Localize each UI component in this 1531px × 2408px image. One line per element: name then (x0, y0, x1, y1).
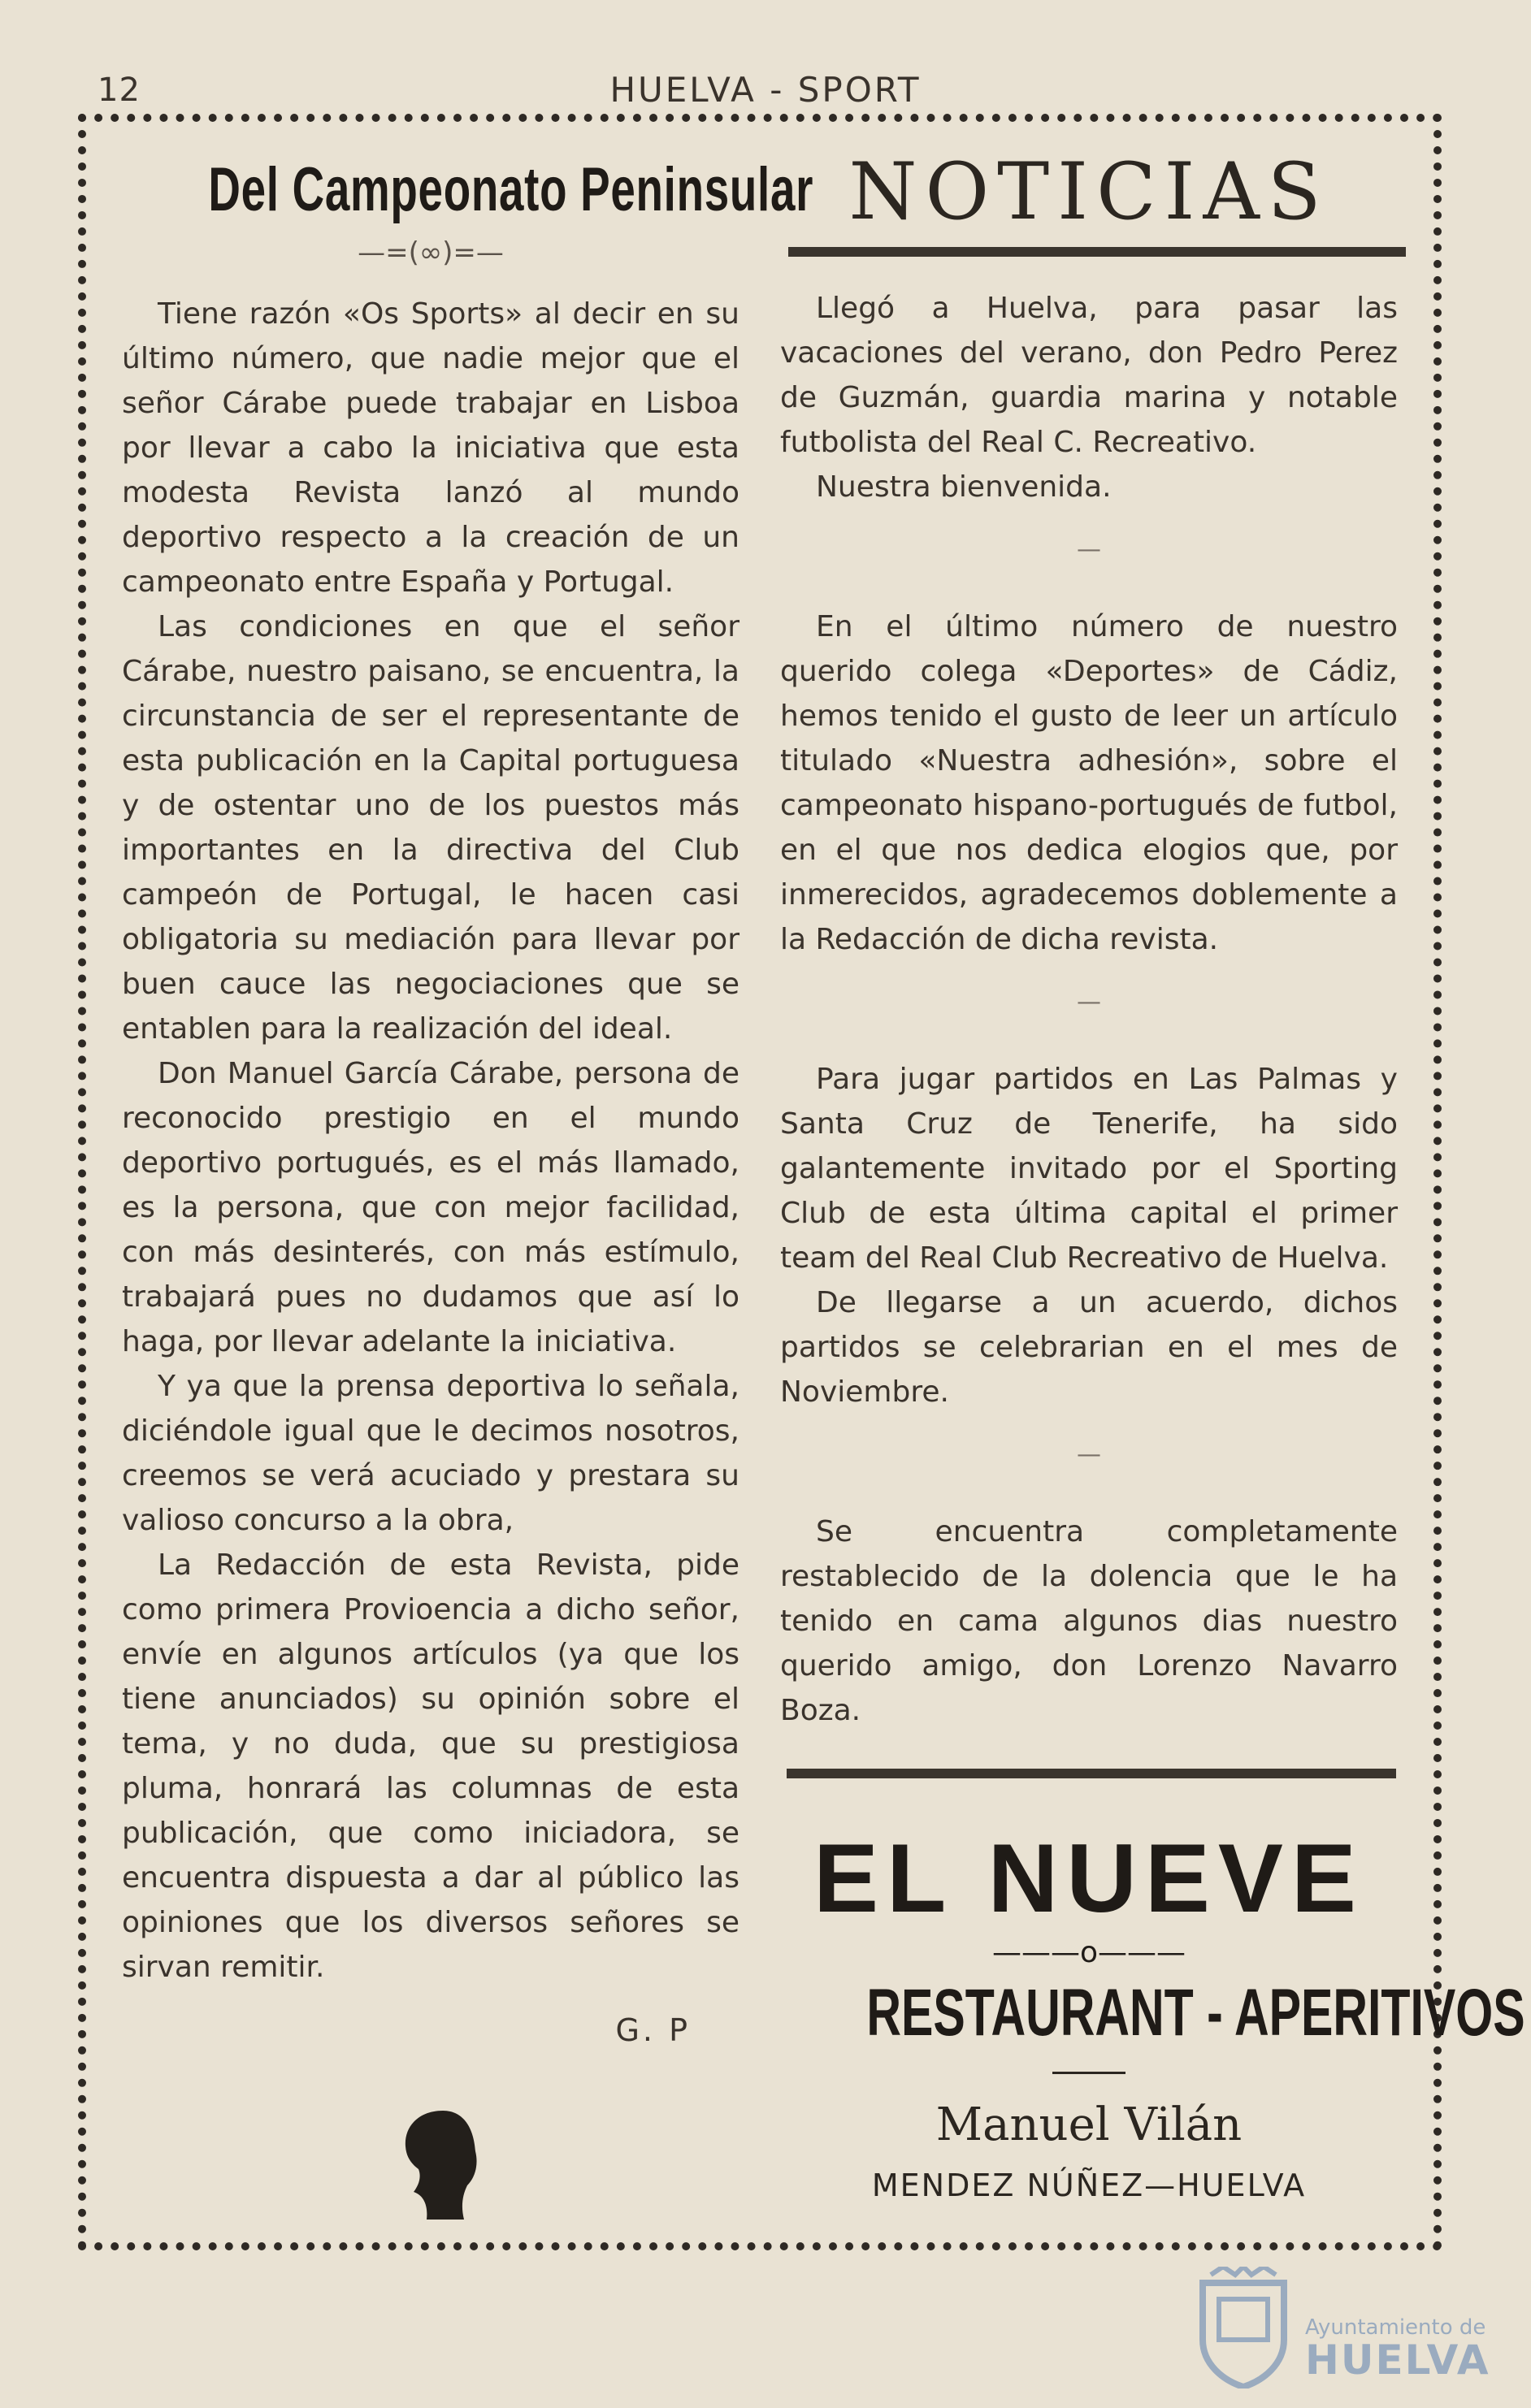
news-item (780, 1057, 1398, 1414)
news-paragraph: En el último número de nuestro querido colega «Deportes» de Cádiz, hemos tenido el gusto de leer un artículo titulado «Nuestra adhesión», sobre el campeonato hispano-portugués de futbol, en el que nos dedica elogios que, por inmerecidos, agradecemos doblemente a la Redacción de dicha revista. (780, 610, 1398, 956)
article-signature: G. P (615, 2012, 691, 2048)
ad-headline: EL NUEVE (813, 1824, 1364, 1933)
article-ornament: —=(∞)=— (358, 236, 504, 269)
ad-ornament: ———o——— (991, 1936, 1186, 1969)
news-paragraph: Llegó a Huelva, para pasar las vacaciones del verano, don Pedro Perez de Guzmán, guardia marina y notable futbolista del Real C. Recreativo. (780, 292, 1398, 459)
city-council-watermark (1195, 2259, 1490, 2397)
article-paragraph: Las condiciones en que el señor Cárabe, nuestro paisano, se encuentra, la circunstancia de ser el representante de esta publicación en la Capital portuguesa y de ostentar uno de los puestos más importantes en la directiva del Club campeón de Portugal, le hacen casi obligatoria su mediación para llevar por buen cauce las negociaciones que se entablen para la realización del ideal. (122, 610, 739, 1046)
news-title-rule (788, 247, 1406, 257)
article-title: Del Campeonato Peninsular (208, 155, 814, 224)
news-separator: — (1077, 1440, 1101, 1469)
ad-subhead: RESTAURANT - APERITIVOS (866, 1976, 1525, 2050)
watermark-label-small: Ayuntamiento de (1305, 2315, 1486, 2340)
article-column (122, 154, 814, 2048)
news-item (780, 604, 1398, 962)
article-paragraph: Don Manuel García Cárabe, persona de reconocido prestigio en el mundo deportivo portugués, es el más llamado, es la persona, que con mejor facilidad, con más desinterés, con más estímulo, trabajará pues no dudamos que así lo haga, por llevar adelante la iniciativa. (122, 1057, 739, 1358)
news-separator: — (1077, 988, 1101, 1016)
page-number: 12 (98, 71, 141, 109)
article-body (122, 292, 739, 1990)
news-column (780, 146, 1525, 2203)
news-paragraph: Se encuentra completamente restablecido de la dolencia que le ha tenido en cama algunos dias nuestro querido amigo, don Lorenzo Navarro Boza. (780, 1515, 1398, 1727)
ad-owner: Manuel Vilán (935, 2098, 1243, 2151)
running-head: HUELVA - SPORT (609, 70, 922, 110)
watermark-label-big: HUELVA (1305, 2337, 1490, 2384)
news-list (780, 286, 1398, 1733)
news-item (780, 1509, 1398, 1733)
news-item (780, 286, 1398, 509)
ad-address: MENDEZ NÚÑEZ—HUELVA (871, 2168, 1307, 2203)
ad-top-rule (787, 1769, 1396, 1778)
news-paragraph: De llegarse a un acuerdo, dichos partidos se celebrarian en el mes de Noviembre. (780, 1286, 1398, 1409)
coat-of-arms-icon (1195, 2267, 1292, 2389)
article-paragraph: Tiene razón «Os Sports» al decir en su último número, que nadie mejor que el señor Cárabe puede trabajar en Lisboa por llevar a cabo la iniciativa que esta modesta Revista lanzó al mundo deportivo respecto a la creación de un campeonato entre España y Portugal. (122, 297, 739, 599)
news-separator: — (1077, 535, 1101, 564)
news-section-title: NOTICIAS (848, 146, 1329, 237)
news-paragraph: Para jugar partidos en Las Palmas y Santa Cruz de Tenerife, ha sido galantemente invitado por el Sporting Club de esta última capital el primer team del Real Club Recreativo de Huelva. (780, 1063, 1398, 1275)
news-paragraph: Nuestra bienvenida. (816, 470, 1112, 504)
article-paragraph: Y ya que la prensa deportiva lo señala, diciéndole igual que le decimos nosotros, creemos se verá acuciado y prestara su valioso concurso a la obra, (122, 1370, 739, 1537)
ad-short-rule (1052, 2072, 1125, 2074)
head-silhouette-vignette (386, 2104, 492, 2226)
advertisement (780, 1824, 1525, 2203)
article-paragraph: La Redacción de esta Revista, pide como primera Provioencia a dicho señor, envíe en algunos artículos (ya que los tiene anunciados) su opinión sobre el tema, y no duda, que su prestigiosa pluma, honrará las columnas de esta publicación, que como iniciadora, se encuentra dispuesta a dar al público las opiniones que los diversos señores se sirvan remitir. (122, 1548, 739, 1984)
